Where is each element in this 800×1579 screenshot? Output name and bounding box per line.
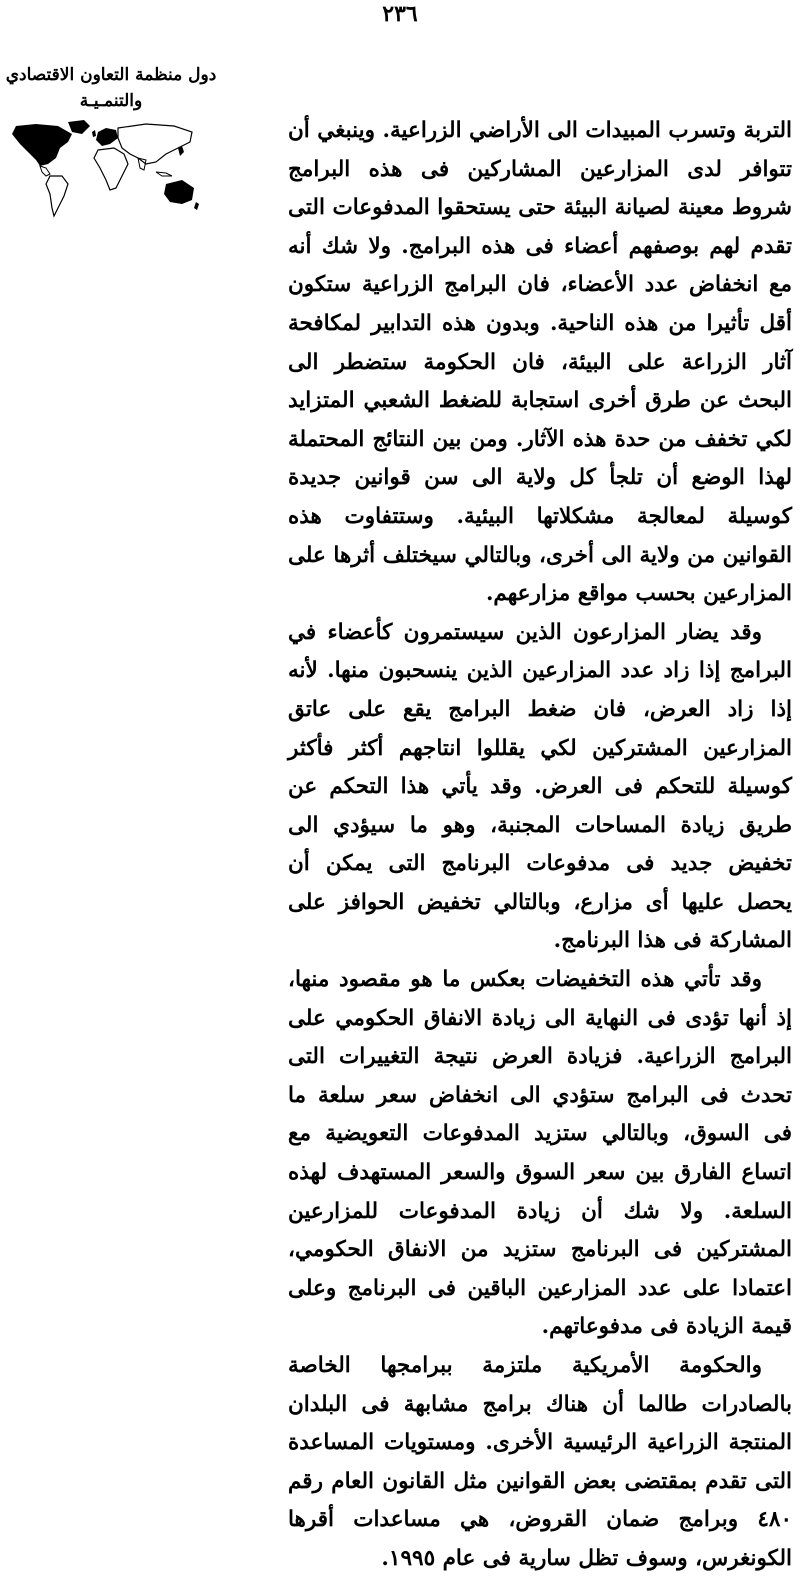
world-map-icon [6,118,200,222]
indonesia-shape [156,172,172,176]
africa-shape [94,148,128,190]
new-zealand-shape [194,202,199,210]
india-shape [138,158,146,170]
page-number: ٢٣٦ [382,1,418,27]
greenland-shape [68,120,90,134]
paragraph-3: وقد تأتي هذه التخفيضات بعكس ما هو مقصود منها، إذ أنها تؤدى فى النهاية الى زيادة الانفاق الحكومي على البرامج الزراعية. فزيادة العرض نتيجة التغييرات التى تحدث فى البرامج ستؤدي الى انخفاض سعر سلعة ما فى السوق، وبالتالي ستزيد المدفوعات التعويضية مع اتساع الفارق بين سعر السوق والسعر المستهدف لهذه السلعة. ولا شك أن زيادة المدفوعات للمزارعين المشتركين فى البرنامج ستزيد من الانفاق الحكومي، اعتمادا على عدد المزارعين الباقين فى البرنامج وعلى قيمة الزيادة فى مدفوعاتهم. [288,967,792,1340]
paragraph-4: والحكومة الأمريكية ملتزمة ببرامجها الخاصة بالصادرات طالما أن هناك برامج مشابهة فى البلدان المنتجة الزراعية الرئيسية الأخرى. ومستويات المساعدة التى تقدم بمقتضى بعض القوانين مثل القانون العام رقم ٤٨٠ وبرامج ضمان القروض، هي مساعدات أقرها الكونغرس، وسوف تظل سارية فى عام ١٩٩٥. [288,1353,792,1571]
paragraph-1: التربة وتسرب المبيدات الى الأراضي الزراعية. وينبغي أن تتوافر لدى المزارعين المشاركين فى هذه البرامج شروط معينة لصيانة البيئة حتى يستحقوا المدفوعات التى تقدم لهم بوصفهم أعضاء فى هذه البرامج. ولا شك أنه مع انخفاض عدد الأعضاء، فان البرامج الزراعية ستكون أقل تأثيرا من هذه الناحية. وبدون هذه التدابير لمكافحة آثار الزراعة على البيئة، فان الحكومة ستضطر الى البحث عن طرق أخرى استجابة للضغط الشعبي المتزايد لكي تخفف من حدة هذه الآثار. ومن بين النتائج المحتملة لهذا الوضع أن تلجأ كل ولاية الى سن قوانين جديدة كوسيلة لمعالجة مشكلاتها البيئية. وستتفاوت هذه القوانين من ولاية الى أخرى، وبالتالي سيختلف أثرها على المزارعين بحسب مواقع مزارعهم. [288,118,792,607]
paragraph-2: وقد يضار المزارعون الذين سيستمرون كأعضاء في البرامج إذا زاد عدد المزارعين الذين ينسحبون منها. لأنه إذا زاد العرض، فان ضغط البرامج يقع على عاتق المزارعين المشتركين لكي يقللوا انتاجهم أكثر فأكثر كوسيلة للتحكم فى العرض. وقد يأتي هذا التحكم عن طريق زيادة المساحات المجنبة، وهو ما سيؤدي الى تخفيض جديد فى مدفوعات البرنامج التى يمكن أن يحصل عليها أى مزارع، وبالتالي تخفيض الحوافز على المشاركة فى هذا البرنامج. [288,619,792,954]
europe-shape [96,128,118,146]
sidebar-title-line-1: دول منظمة التعاون الاقتصادي [5,65,217,85]
body-text [288,112,792,1579]
sidebar-title [2,62,220,114]
north-america-shape [12,124,72,166]
uk-shape [92,130,96,137]
asia-shape [118,124,192,164]
central-america-shape [40,166,50,176]
sidebar-title-line-2: والتنمـيـة [79,91,143,111]
south-america-shape [46,176,68,216]
australia-shape [164,180,194,204]
